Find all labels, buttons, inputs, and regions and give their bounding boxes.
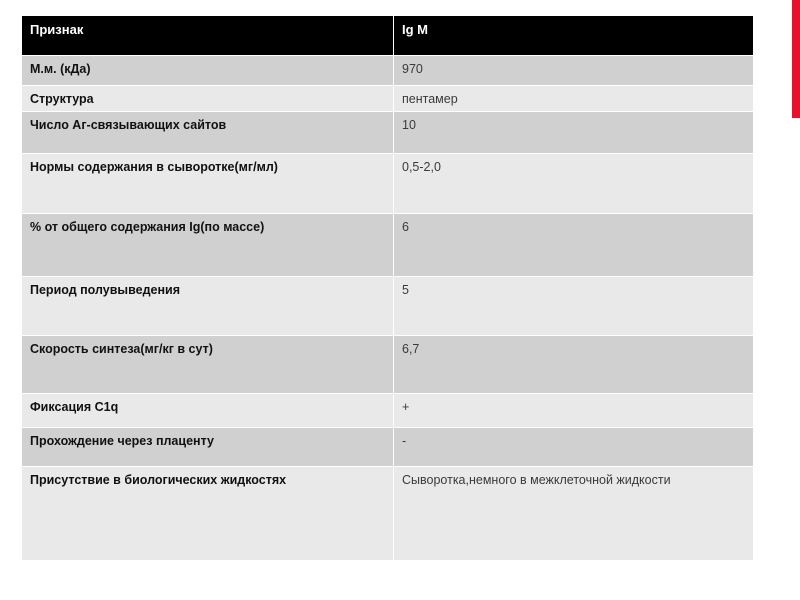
table-row — [22, 277, 754, 336]
table-row — [22, 214, 754, 277]
row-key: Присутствие в биологических жидкостях — [22, 467, 394, 561]
table-row — [22, 56, 754, 86]
row-value: 970 — [394, 56, 754, 86]
row-key: Структура — [22, 86, 394, 112]
accent-bar — [792, 0, 800, 118]
row-key: Прохождение через плаценту — [22, 428, 394, 467]
row-value: пентамер — [394, 86, 754, 112]
row-value: - — [394, 428, 754, 467]
row-key: Число Аг-связывающих сайтов — [22, 112, 394, 154]
row-value: 5 — [394, 277, 754, 336]
row-value: 10 — [394, 112, 754, 154]
row-key: Нормы содержания в сыворотке(мг/мл) — [22, 154, 394, 214]
table-header-row — [22, 16, 754, 56]
row-value: Сыворотка,немного в межклеточной жидкости — [394, 467, 754, 561]
header-feature: Признак — [22, 16, 394, 56]
table-row — [22, 154, 754, 214]
table-row — [22, 428, 754, 467]
table-row — [22, 86, 754, 112]
table-row — [22, 467, 754, 561]
row-key: Скорость синтеза(мг/кг в сут) — [22, 336, 394, 394]
row-value: 0,5-2,0 — [394, 154, 754, 214]
row-value: 6 — [394, 214, 754, 277]
row-key: % от общего содержания Ig(по массе) — [22, 214, 394, 277]
row-value: + — [394, 394, 754, 428]
table-row — [22, 336, 754, 394]
table-row — [22, 394, 754, 428]
row-key: М.м. (кДа) — [22, 56, 394, 86]
header-igm: Ig M — [394, 16, 754, 56]
row-value: 6,7 — [394, 336, 754, 394]
row-key: Период полувыведения — [22, 277, 394, 336]
immunoglobulin-table — [21, 15, 754, 561]
row-key: Фиксация C1q — [22, 394, 394, 428]
table-row — [22, 112, 754, 154]
